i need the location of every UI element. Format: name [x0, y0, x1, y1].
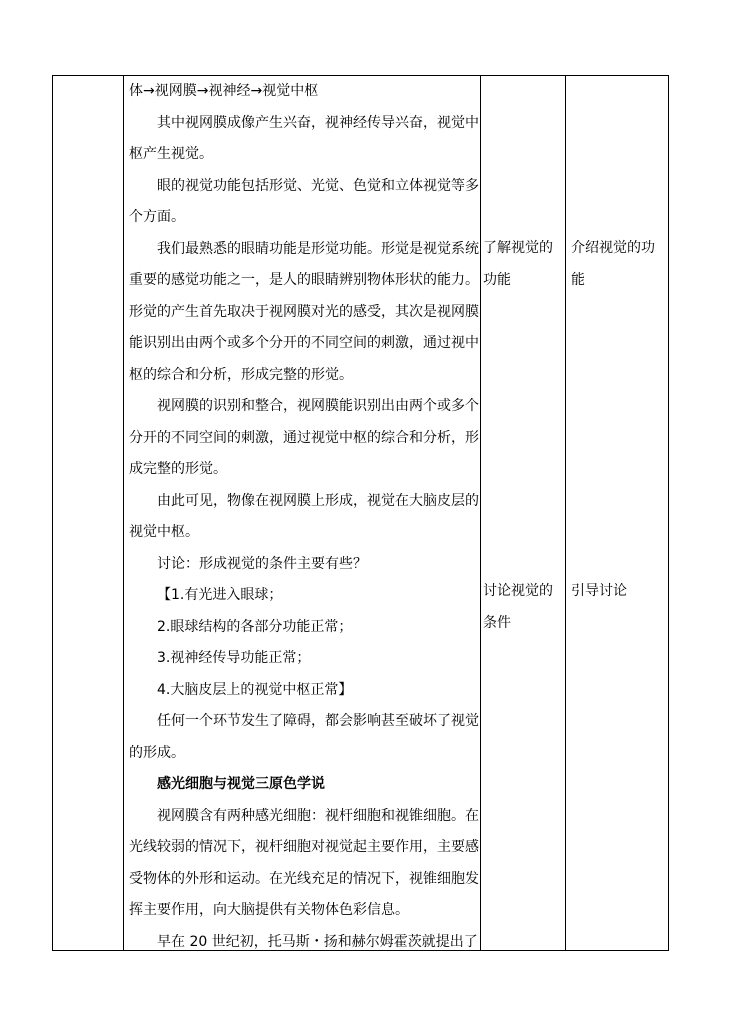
content-line: 其中视网膜成像产生兴奋，视神经传导兴奋，视觉中枢产生视觉。	[129, 114, 479, 162]
content-line: 2.眼球结构的各部分功能正常；	[157, 618, 353, 635]
content-line: 眼的视觉功能包括形觉、光觉、色觉和立体视觉等多个方面。	[129, 177, 479, 225]
content-column	[129, 76, 481, 958]
content-line: 任何一个环节发生了障碍，都会影响甚至破坏了视觉的形成。	[129, 713, 479, 761]
student-activity-2: 讨论视觉的条件	[483, 583, 553, 631]
content-line: 体→视网膜→视神经→视觉中枢	[129, 83, 319, 99]
content-line: 我们最熟悉的眼睛功能是形觉功能。形觉是视觉系统重要的感觉功能之一，是人的眼睛辨别物体形状的能力。形觉的产生首先取决于视网膜对光的感受，其次是视网膜能识别出由两个或多个分开的不同空间的刺激，通过视中枢的综合和分析，形成完整的形觉。	[129, 240, 479, 383]
teacher-activity-1: 介绍视觉的功能	[571, 240, 655, 288]
content-line: 视网膜含有两种感光细胞：视杆细胞和视锥细胞。在光线较弱的情况下，视杆细胞对视觉起主要作用，主要感受物体的外形和运动。在光线充足的情况下，视锥细胞发挥主要作用，向大脑提供有关物体色彩信息。	[129, 807, 479, 918]
teacher-activity-2: 引导讨论	[571, 583, 627, 599]
content-line: 3.视神经传导功能正常；	[157, 650, 311, 666]
column-divider-1	[123, 76, 124, 950]
content-line: 【1.有光进入眼球；	[157, 587, 283, 603]
content-line: 由此可见，物像在视网膜上形成，视觉在大脑皮层的视觉中枢。	[129, 492, 479, 540]
section-heading: 感光细胞与视觉三原色学说	[157, 776, 325, 792]
content-line: 讨论：形成视觉的条件主要有些？	[157, 555, 367, 572]
lesson-table	[52, 75, 669, 951]
content-line: 早在 20 世纪初，托马斯・扬和赫尔姆霍茨就提出了	[157, 933, 478, 950]
content-line: 4.大脑皮层上的视觉中枢正常】	[157, 681, 353, 698]
content-line: 视网膜的识别和整合，视网膜能识别出由两个或多个分开的不同空间的刺激，通过视觉中枢的综合和分析，形成完整的形觉。	[129, 398, 479, 477]
student-activity-1: 了解视觉的功能	[483, 240, 553, 288]
column-divider-3	[565, 76, 566, 950]
